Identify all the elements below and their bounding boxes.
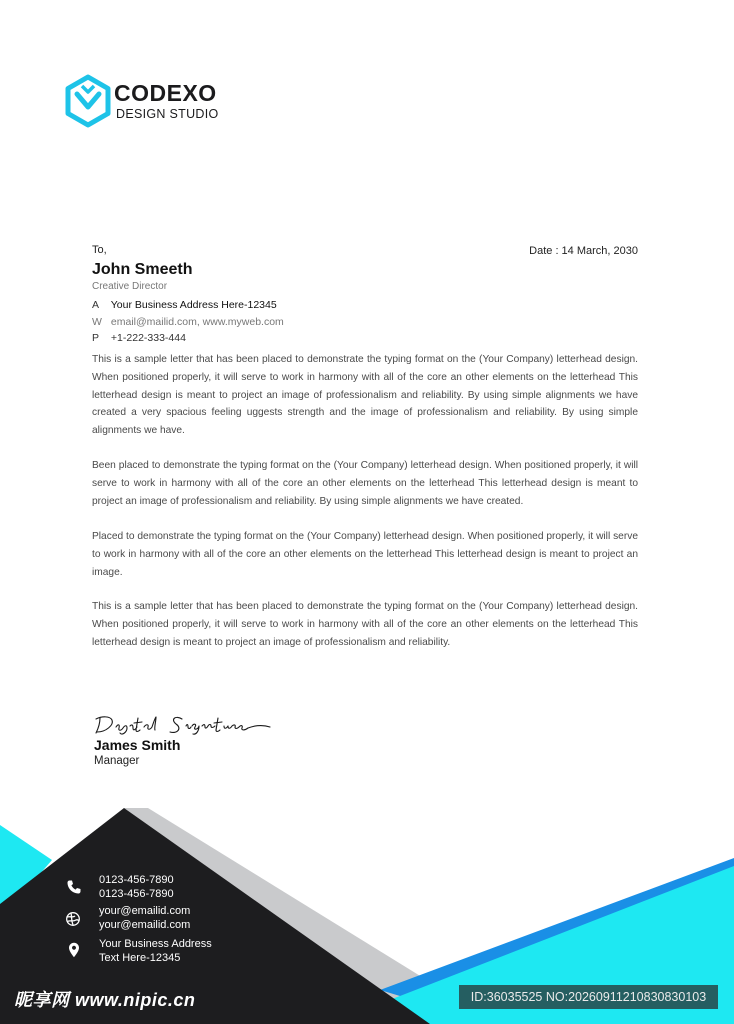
hexagon-logo-icon <box>64 74 112 128</box>
recipient-name: John Smeeth <box>92 261 193 278</box>
location-pin-icon <box>66 942 82 958</box>
footer-phones <box>99 874 174 901</box>
recipient-web-row <box>92 316 284 328</box>
footer-email-2: your@emailid.com <box>99 918 191 931</box>
brand-name: CODEXO <box>114 80 217 106</box>
recipient-phone-row <box>92 332 186 344</box>
handwritten-signature <box>92 710 272 740</box>
letter-date: Date : 14 March, 2030 <box>529 245 638 257</box>
recipient-address-row <box>92 299 277 311</box>
site-watermark: 昵享网 www.nipic.cn <box>14 990 196 1010</box>
footer-phone-2: 0123-456-7890 <box>99 887 174 900</box>
brand-tagline: DESIGN STUDIO <box>116 107 219 121</box>
body-paragraph: This is a sample letter that has been placed to demonstrate the typing format on the (Your Company) letterhead design. When positioned properly, it will serve to work in harmony with all of the core an other elements on the letterhead This letterhead design is meant to project an image of professionalism and reliability. By using simple alignments we have created a very spacious feeling uggests strength and the image of professionalism and reliability. By using simple alignments we have. <box>92 354 638 437</box>
footer-address-1: Your Business Address <box>99 938 212 950</box>
to-label: To, <box>92 244 107 256</box>
body-paragraph: Placed to demonstrate the typing format on the (Your Company) letterhead design. When positioned properly, it will serve to work in harmony with all of the core an other elements on the letterhead This letterhead design is meant to project an image. <box>92 531 638 578</box>
signer-role: Manager <box>94 755 140 767</box>
footer-address-2: Text Here-12345 <box>99 951 181 964</box>
body-paragraph: This is a sample letter that has been placed to demonstrate the typing format on the (Your Company) letterhead design. When positioned properly, it will serve to work in harmony with all of the core an other elements on the letterhead This letterhead design is meant to project an image of professionalism and reliability. <box>92 601 638 648</box>
id-watermark: ID:36035525 NO:20260911210830830103 <box>459 985 718 1009</box>
web-key: W <box>92 316 102 328</box>
signer-name: James Smith <box>94 737 181 753</box>
recipient-address: Your Business Address Here-12345 <box>110 299 277 311</box>
footer-emails <box>99 905 190 932</box>
company-logo <box>64 74 234 130</box>
footer-address <box>99 938 212 965</box>
footer-phone-1: 0123-456-7890 <box>99 874 174 886</box>
phone-key: P <box>92 332 100 344</box>
globe-icon <box>65 911 81 927</box>
recipient-web: email@mailid.com, www.myweb.com <box>110 316 284 328</box>
recipient-title: Creative Director <box>92 281 168 292</box>
address-key: A <box>92 299 100 311</box>
footer-email-1: your@emailid.com <box>99 905 191 917</box>
recipient-phone: +1-222-333-444 <box>110 332 186 344</box>
body-paragraph: Been placed to demonstrate the typing format on the (Your Company) letterhead design. When positioned properly, it will serve to work in harmony with all of the core an other elements on the letterhead This letterhead design is meant to project an image of professionalism and reliability. By using simple alignments we have created. <box>92 460 638 507</box>
phone-icon <box>66 879 82 895</box>
